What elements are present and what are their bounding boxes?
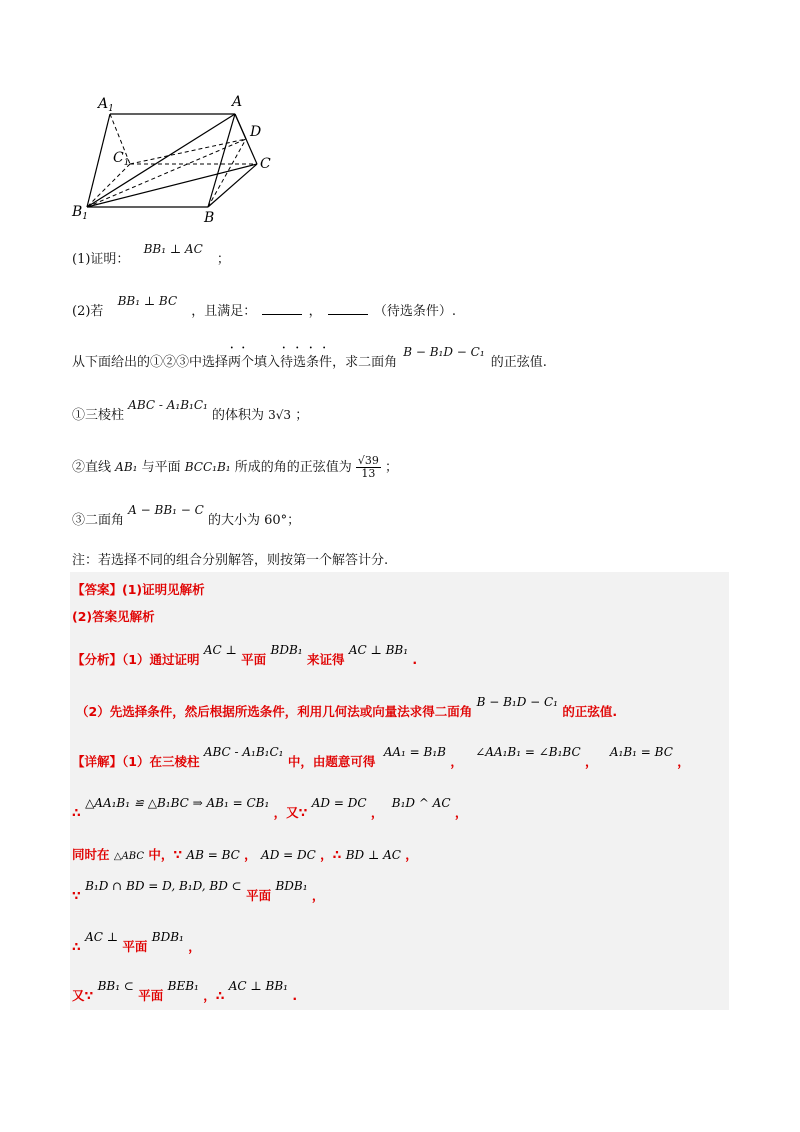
edge-c1-b1 <box>87 164 130 207</box>
detail-4: ∵ B₁D ∩ BD = D, B₁D, BD ⊂ 平面 BDB₁ ， <box>72 879 325 903</box>
question-2: (2)若 BB₁ ⊥ BC ，且满足： ， （待选条件）. <box>72 294 457 319</box>
note: 注：若选择不同的组合分别解答，则按第一个解答计分. <box>72 553 389 568</box>
label-d: D <box>250 124 262 140</box>
detail-6: 又∵ BB₁ ⊂ 平面 BEB₁ ，∴ AC ⊥ BB₁ . <box>72 979 298 1003</box>
edge-b1-a <box>87 114 235 207</box>
detail-3: 同时在 △ABC 中，∵ AB = BC ， AD = DC ，∴ BD ⊥ AC ， <box>72 847 418 862</box>
edge-a-d <box>235 114 246 139</box>
prism-figure <box>60 92 290 232</box>
label-a1: $A_1$ <box>98 96 114 114</box>
label-b: B <box>204 210 215 226</box>
answer-2: (2)答案见解析 <box>72 609 155 624</box>
label-a: A <box>232 94 243 110</box>
condition-1: ①三棱柱 ABC - A₁B₁C₁ 的体积为 3√3 ； <box>72 398 309 423</box>
analysis-2: （2）先选择条件，然后根据所选条件，利用几何法或向量法求得二面角 B − B₁D − C₁ 的正弦值. <box>76 695 618 719</box>
edge-c1-d <box>130 139 246 164</box>
question-1: (1)证明： BB₁ ⊥ AC ； <box>72 242 230 267</box>
answer-1: 【答案】(1)证明见解析 <box>72 582 205 597</box>
label-c: C <box>260 156 271 172</box>
instruction: 从下面给出的①②③中选择• • 两个填入• • • • 待选条件，求二面角 B − B₁D − C₁ 的正弦值. <box>72 351 547 370</box>
detail-2: ∴ △AA₁B₁ ≌ △B₁BC ⇒ AB₁ = CB₁ ，又∵ AD = DC ， B₁D ^ AC ， <box>72 796 468 820</box>
edge-b-d <box>208 139 246 207</box>
label-b1: $B_1$ <box>72 204 89 222</box>
blank-2 <box>328 314 368 315</box>
condition-3: ③二面角 A − BB₁ − C 的大小为 60°； <box>72 503 301 528</box>
detail-5: ∴ AC ⊥ 平面 BDB₁ ， <box>72 930 201 954</box>
condition-2: ②直线 AB₁ 与平面 BCC₁B₁ 所成的角的正弦值为 $\frac{√39}{13}$ ； <box>72 454 399 480</box>
fraction: $\frac{√39}{13}$ <box>357 454 379 480</box>
label-c1: $C_1$ <box>113 150 130 168</box>
edge-a1-b1 <box>87 114 110 207</box>
blank-1 <box>262 314 302 315</box>
analysis-1: 【分析】（1）通过证明 AC ⊥ 平面 BDB₁ 来证得 AC ⊥ BB₁ . <box>72 643 418 667</box>
detail-1: 【详解】（1）在三棱柱 ABC - A₁B₁C₁ 中，由题意可得 AA₁ = B₁B ， ∠AA₁B₁ = ∠B₁BC ， A₁B₁ = BC ， <box>72 745 690 769</box>
